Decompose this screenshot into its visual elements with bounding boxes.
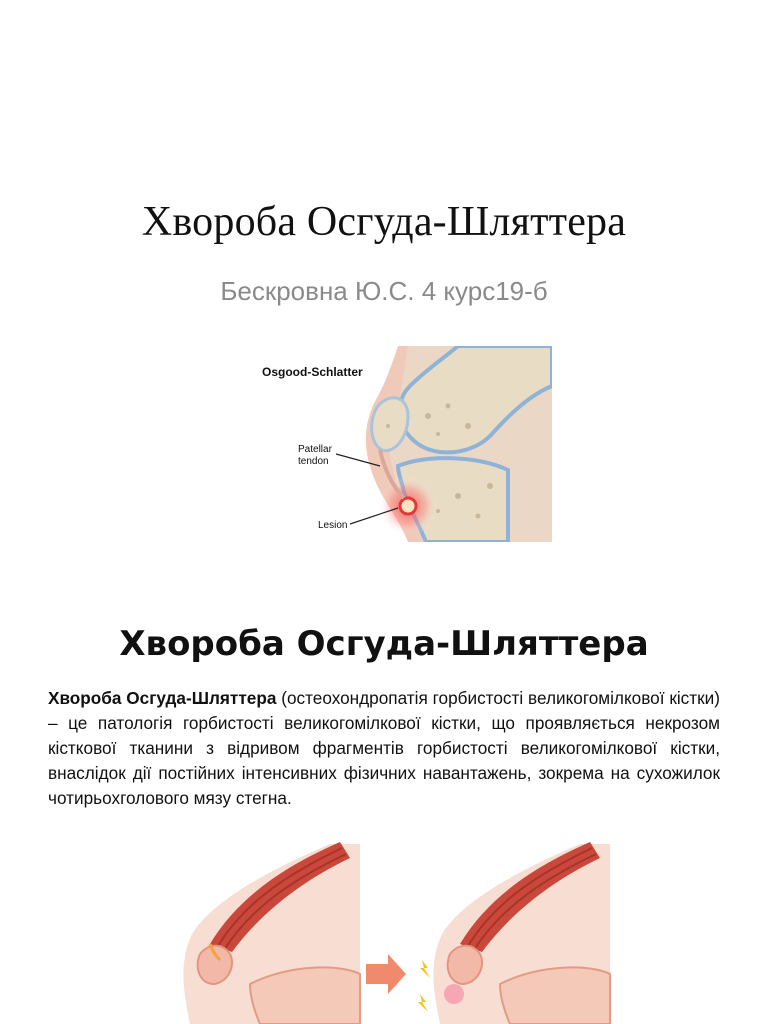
normal-knee-panel	[170, 834, 360, 1024]
definition-term: Хвороба Осгуда-Шляттера	[48, 688, 277, 708]
pain-spark-icon	[418, 994, 428, 1012]
slide-subtitle: Бескровна Ю.С. 4 курс19-б	[220, 276, 548, 306]
knee-anatomy-figure	[258, 346, 552, 542]
content-slide	[0, 590, 768, 1024]
definition-text: (остеохондропатія горбистості великогомілкової кістки) – це патологія горбистості великогомілкової кістки, що проявляється некрозом кісткової тканини з відривом фрагментів горбистості великогомілкової кістки, внаслідок дії постійних інтенсивних фізичних навантажень, зокрема на сухожилок чотирьохголового мязу стегна.	[48, 688, 720, 808]
figure-title-label: Osgood-Schlatter	[262, 365, 363, 379]
inflammation-spot	[444, 984, 464, 1004]
pain-spark-icon	[420, 960, 430, 978]
slide-title: Хвороба Осгуда-Шляттера	[119, 624, 649, 664]
slide-title: Хвороба Осгуда-Шляттера	[141, 199, 627, 245]
tendon-label-line1: Patellar	[298, 444, 332, 455]
knee-comparison-illustration	[170, 834, 620, 1024]
arrow-right-icon	[366, 954, 406, 994]
lesion-label: Lesion	[318, 520, 348, 531]
definition-paragraph	[48, 686, 720, 811]
affected-knee-panel	[418, 842, 610, 1024]
tendon-label-line2: tendon	[298, 456, 329, 467]
